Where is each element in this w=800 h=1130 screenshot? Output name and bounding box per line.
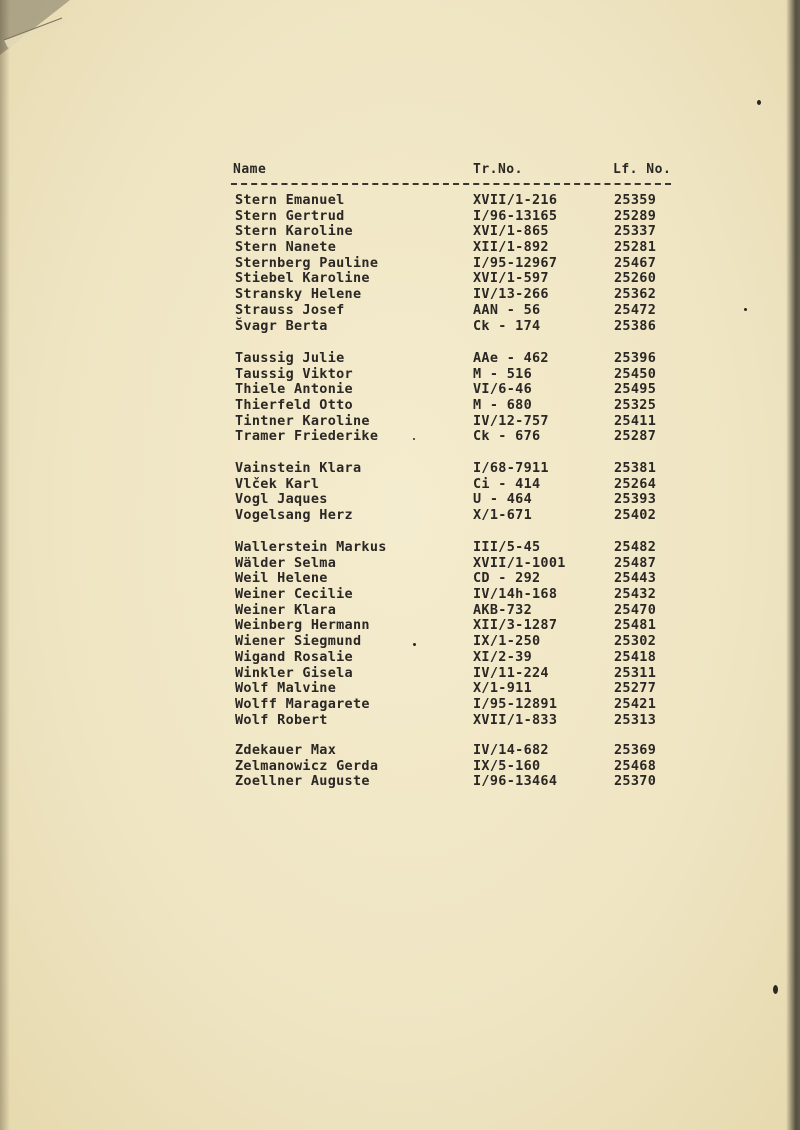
list-number: 25487	[614, 554, 657, 571]
list-number: 25411	[614, 412, 657, 429]
list-number: 25467	[614, 254, 657, 271]
list-number: 25264	[614, 475, 657, 492]
person-name: Stern Gertrud	[235, 207, 345, 224]
table-row	[235, 508, 695, 524]
list-number: 25287	[614, 428, 657, 445]
person-name: Weinberg Hermann	[235, 617, 370, 634]
ink-speck	[413, 643, 416, 646]
person-name: Wigand Rosalie	[235, 648, 353, 665]
header-divider	[231, 183, 671, 185]
table-row	[235, 256, 695, 272]
list-number: 25421	[614, 695, 657, 712]
person-name: Weiner Cecilie	[235, 586, 353, 603]
person-name: Wiener Siegmund	[235, 633, 362, 650]
list-number: 25281	[614, 239, 657, 256]
list-number: 25468	[614, 757, 657, 774]
table-row	[235, 618, 695, 634]
person-name: Winkler Gisela	[235, 664, 353, 681]
list-number: 25369	[614, 742, 657, 758]
person-name: Zelmanowicz Gerda	[235, 757, 379, 774]
table-row	[235, 303, 695, 319]
transport-number: AAN - 56	[473, 301, 541, 318]
transport-number: I/95-12891	[473, 695, 558, 712]
person-name: Zoellner Auguste	[235, 773, 370, 790]
list-number: 25393	[614, 491, 657, 508]
transport-number: X/1-671	[473, 507, 532, 524]
transport-number: XII/1-892	[473, 239, 549, 256]
list-number: 25495	[614, 381, 657, 398]
list-number: 25362	[614, 286, 657, 303]
table-row	[235, 681, 695, 697]
list-number: 25370	[614, 773, 657, 790]
person-name: Wolf Malvine	[235, 680, 337, 697]
transport-number: XII/3-1287	[473, 617, 558, 634]
transport-number: IV/14h-168	[473, 586, 558, 603]
table-row	[235, 759, 695, 775]
folded-corner	[0, 0, 70, 60]
table-row	[235, 540, 695, 556]
table-row	[235, 271, 695, 287]
transport-number: I/95-12967	[473, 254, 558, 271]
person-name: Thiele Antonie	[235, 381, 353, 398]
ink-speck	[744, 308, 747, 311]
person-name: Stern Karoline	[235, 223, 353, 240]
person-name: Vlček Karl	[235, 475, 320, 492]
transport-number: Ci - 414	[473, 475, 541, 492]
transport-number: XVI/1-597	[473, 270, 549, 287]
list-number: 25311	[614, 664, 657, 681]
transport-number: IV/13-266	[473, 286, 549, 303]
table-row	[235, 634, 695, 650]
person-name: Vogl Jaques	[235, 491, 328, 508]
list-number: 25289	[614, 207, 657, 224]
transport-number: CD - 292	[473, 570, 541, 587]
transport-number: VI/6-46	[473, 381, 532, 398]
ink-speck	[773, 985, 778, 994]
transport-number: III/5-45	[473, 539, 541, 555]
list-number: 25481	[614, 617, 657, 634]
person-name: Wälder Selma	[235, 554, 337, 571]
list-number: 25302	[614, 633, 657, 650]
table-row	[235, 477, 695, 493]
table-row	[235, 193, 695, 209]
table-row	[235, 287, 695, 303]
list-number: 25313	[614, 711, 657, 728]
person-name: Wallerstein Markus	[235, 539, 387, 555]
ink-speck	[413, 438, 415, 440]
transport-number: XI/2-39	[473, 648, 532, 665]
list-number: 25277	[614, 680, 657, 697]
ink-speck	[757, 100, 761, 105]
transport-number: U - 464	[473, 491, 532, 508]
person-name: Stransky Helene	[235, 286, 362, 303]
person-name: Taussig Julie	[235, 350, 345, 366]
person-name: Tramer Friederike	[235, 428, 379, 445]
transport-number: IV/11-224	[473, 664, 549, 681]
table-row	[235, 398, 695, 414]
table-row	[235, 666, 695, 682]
list-number: 25325	[614, 397, 657, 414]
table-row	[235, 650, 695, 666]
transport-number: XVII/1-833	[473, 711, 558, 728]
list-number: 25450	[614, 365, 657, 382]
list-number: 25432	[614, 586, 657, 603]
person-name: Stiebel Karoline	[235, 270, 370, 287]
person-name: Zdekauer Max	[235, 742, 337, 758]
table-row	[235, 224, 695, 240]
paper-left-edge	[0, 0, 10, 1130]
transport-number: I/68-7911	[473, 460, 549, 476]
table-row	[235, 587, 695, 603]
transport-number: IX/1-250	[473, 633, 541, 650]
name-group	[235, 461, 695, 524]
list-number: 25381	[614, 460, 657, 476]
header-name: Name	[233, 162, 267, 177]
transport-number: IV/14-682	[473, 742, 549, 758]
table-row	[235, 367, 695, 383]
person-name: Tintner Karoline	[235, 412, 370, 429]
transport-number: XVI/1-865	[473, 223, 549, 240]
list-number: 25402	[614, 507, 657, 524]
table-row	[235, 774, 695, 790]
transport-number: I/96-13464	[473, 773, 558, 790]
table-row	[235, 319, 695, 335]
header-lf-no: Lf. No.	[613, 162, 672, 177]
table-row	[235, 351, 695, 367]
person-name: Strauss Josef	[235, 301, 345, 318]
name-group	[235, 540, 695, 728]
list-number: 25418	[614, 648, 657, 665]
person-name: Weil Helene	[235, 570, 328, 587]
transport-number: XVII/1-216	[473, 192, 558, 208]
person-name: Stern Emanuel	[235, 192, 345, 208]
name-group	[235, 193, 695, 334]
person-name: Vogelsang Herz	[235, 507, 353, 524]
person-name: Sternberg Pauline	[235, 254, 379, 271]
transport-number: AAe - 462	[473, 350, 549, 366]
person-name: Vainstein Klara	[235, 460, 362, 476]
table-row	[235, 240, 695, 256]
transport-number: AKB-732	[473, 601, 532, 618]
person-name: Švagr Berta	[235, 317, 328, 334]
table-row	[235, 603, 695, 619]
transport-number: Ck - 676	[473, 428, 541, 445]
transport-number: M - 680	[473, 397, 532, 414]
person-name: Thierfeld Otto	[235, 397, 353, 414]
transport-number: M - 516	[473, 365, 532, 382]
name-group	[235, 743, 695, 790]
list-number: 25472	[614, 301, 657, 318]
table-row	[235, 429, 695, 445]
table-row	[235, 414, 695, 430]
list-number: 25260	[614, 270, 657, 287]
list-number: 25386	[614, 317, 657, 334]
list-number: 25482	[614, 539, 657, 555]
table-header	[233, 162, 693, 180]
header-tr-no: Tr.No.	[473, 162, 523, 177]
transport-number: I/96-13165	[473, 207, 558, 224]
transport-number: X/1-911	[473, 680, 532, 697]
paper-right-edge	[786, 0, 800, 1130]
person-name: Wolf Robert	[235, 711, 328, 728]
person-name: Wolff Maragarete	[235, 695, 370, 712]
table-row	[235, 382, 695, 398]
person-name: Taussig Viktor	[235, 365, 353, 382]
transport-number: IX/5-160	[473, 757, 541, 774]
list-number: 25443	[614, 570, 657, 587]
transport-number: XVII/1-1001	[473, 554, 566, 571]
list-number: 25396	[614, 350, 657, 366]
list-number: 25470	[614, 601, 657, 618]
table-row	[235, 209, 695, 225]
list-number: 25359	[614, 192, 657, 208]
table-row	[235, 492, 695, 508]
name-group	[235, 351, 695, 445]
list-number: 25337	[614, 223, 657, 240]
table-row	[235, 713, 695, 729]
person-name: Stern Nanete	[235, 239, 337, 256]
table-row	[235, 571, 695, 587]
table-row	[235, 743, 695, 759]
transport-number: Ck - 174	[473, 317, 541, 334]
transport-number: IV/12-757	[473, 412, 549, 429]
table-row	[235, 461, 695, 477]
person-name: Weiner Klara	[235, 601, 337, 618]
table-row	[235, 556, 695, 572]
table-row	[235, 697, 695, 713]
